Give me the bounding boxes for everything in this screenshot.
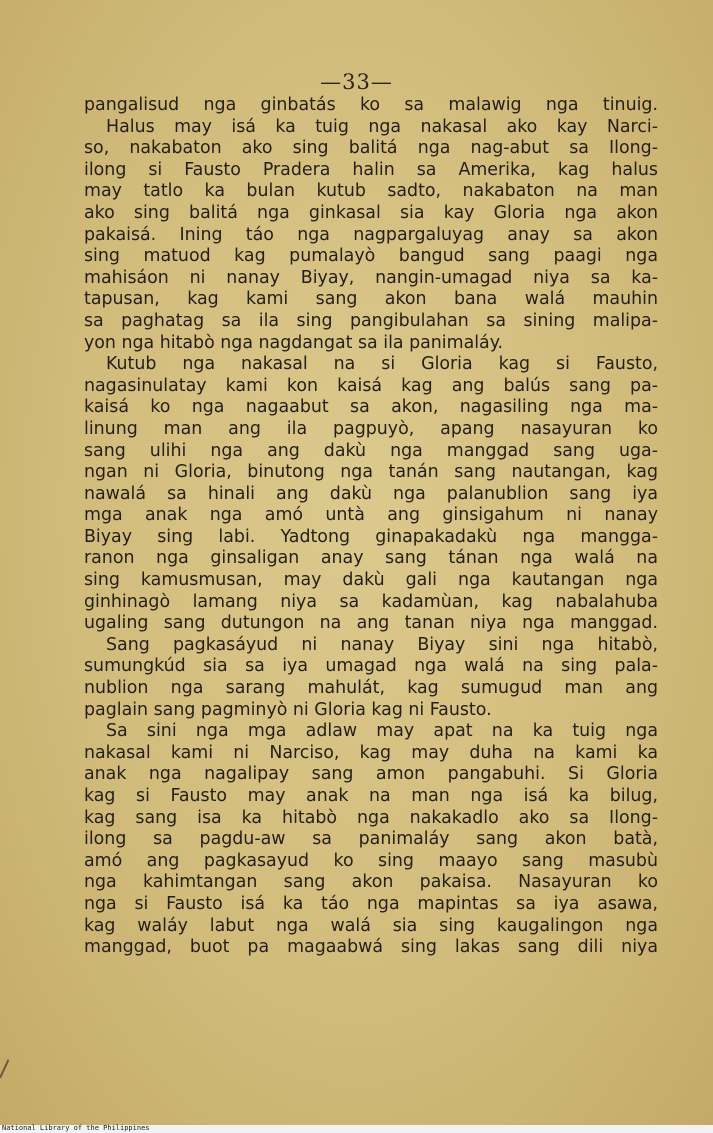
body-text <box>84 95 658 959</box>
text-line: pangalisud nga ginbatás ko sa malawig nga tinuig. <box>84 95 658 115</box>
page-number: —33— <box>320 70 393 94</box>
text-line: kag sang isa ka hitabò nga nakakadlo ako sa Ilong- <box>84 807 658 828</box>
text-line: ngan ni Gloria, binutong nga tanán sang nautangan, kag <box>84 462 658 483</box>
text-line: paglain sang pagminyò ni Gloria kag ni Fausto. <box>84 699 492 720</box>
text-line: ilong sa pagdu-aw sa panimaláy sang akon batà, <box>84 829 658 850</box>
library-credit: National Library of the Philippines <box>2 1124 150 1132</box>
text-line: linung man ang ila pagpuyò, apang nasayuran ko <box>84 418 658 439</box>
text-line: so, nakabaton ako sing balitá nga nag-abut sa Ilong- <box>84 138 658 159</box>
text-line: pakaisá. Ining táo nga nagpargaluyag anay sa akon <box>84 224 658 245</box>
text-line: Sa sini nga mga adlaw may apat na ka tuig nga <box>106 721 658 742</box>
text-line: manggad, buot pa magaabwá sing lakas sang dili niya <box>84 937 658 958</box>
text-line: nakasal kami ni Narciso, kag may duha na kami ka <box>84 742 658 763</box>
text-line: nagasinulatay kami kon kaisá kag ang balús sang pa- <box>84 375 658 396</box>
text-line: ako sing balitá nga ginkasal sia kay Gloria nga akon <box>84 202 658 223</box>
text-line: kag waláy labut nga walá sia sing kaugalingon nga <box>84 915 658 936</box>
text-line: sing matuod kag pumalayò bangud sang paagi nga <box>84 246 658 267</box>
text-line: kaisá ko nga nagaabut sa akon, nagasiling nga ma- <box>84 397 658 418</box>
text-line: kag si Fausto may anak na man nga isá ka bilug, <box>84 786 658 806</box>
text-line: ginhinagò lamang niya sa kadamùan, kag nabalahuba <box>84 591 658 612</box>
text-line: tapusan, kag kami sang akon bana walá mauhin <box>84 289 658 310</box>
text-line: ranon nga ginsaligan anay sang tánan nga walá na <box>84 548 658 569</box>
text-line: nublion nga sarang mahulát, kag sumugud man ang <box>84 678 658 699</box>
text-line: amó ang pagkasayud ko sing maayo sang masubù <box>84 850 658 871</box>
text-line: Biyay sing labi. Yadtong ginapakadakù nga mangga- <box>84 526 658 547</box>
text-line: anak nga nagalipay sang amon pangabuhi. Si Gloria <box>84 764 658 785</box>
text-line: Kutub nga nakasal na si Gloria kag si Fausto, <box>106 354 658 375</box>
text-line: nga si Fausto isá ka táo nga mapintas sa iya asawa, <box>84 893 658 914</box>
text-line: sumungkúd sia sa iya umagad nga walá na sing pala- <box>84 656 658 677</box>
text-line: sang ulihi nga ang dakù nga manggad sang uga- <box>84 440 658 461</box>
text-line: Sang pagkasáyud ni nanay Biyay sini nga hitabò, <box>106 634 658 655</box>
text-line: sing kamusmusan, may dakù gali nga kautangan nga <box>84 570 658 591</box>
text-line: Halus may isá ka tuig nga nakasal ako kay Narci- <box>106 116 658 137</box>
text-line: nga kahimtangan sang akon pakaisa. Nasayuran ko <box>84 872 658 893</box>
page-edge-mark <box>0 1059 15 1081</box>
text-line: sa paghatag sa ila sing pangibulahan sa sining malipa- <box>84 310 658 331</box>
text-line: mga anak nga amó untà ang ginsigahum ni nanay <box>84 505 658 526</box>
text-line: mahisáon ni nanay Biyay, nangin-umagad niya sa ka- <box>84 267 658 288</box>
text-line: yon nga hitabò nga nagdangat sa ila panimaláy. <box>84 332 504 353</box>
text-line: may tatlo ka bulan kutub sadto, nakabaton na man <box>84 181 658 202</box>
text-line: nawalá sa hinali ang dakù nga palanublion sang iya <box>84 483 658 504</box>
text-line: ugaling sang dutungon na ang tanan niya nga manggad. <box>84 613 658 634</box>
text-line: ilong si Fausto Pradera halin sa Amerika, kag halus <box>84 159 658 180</box>
